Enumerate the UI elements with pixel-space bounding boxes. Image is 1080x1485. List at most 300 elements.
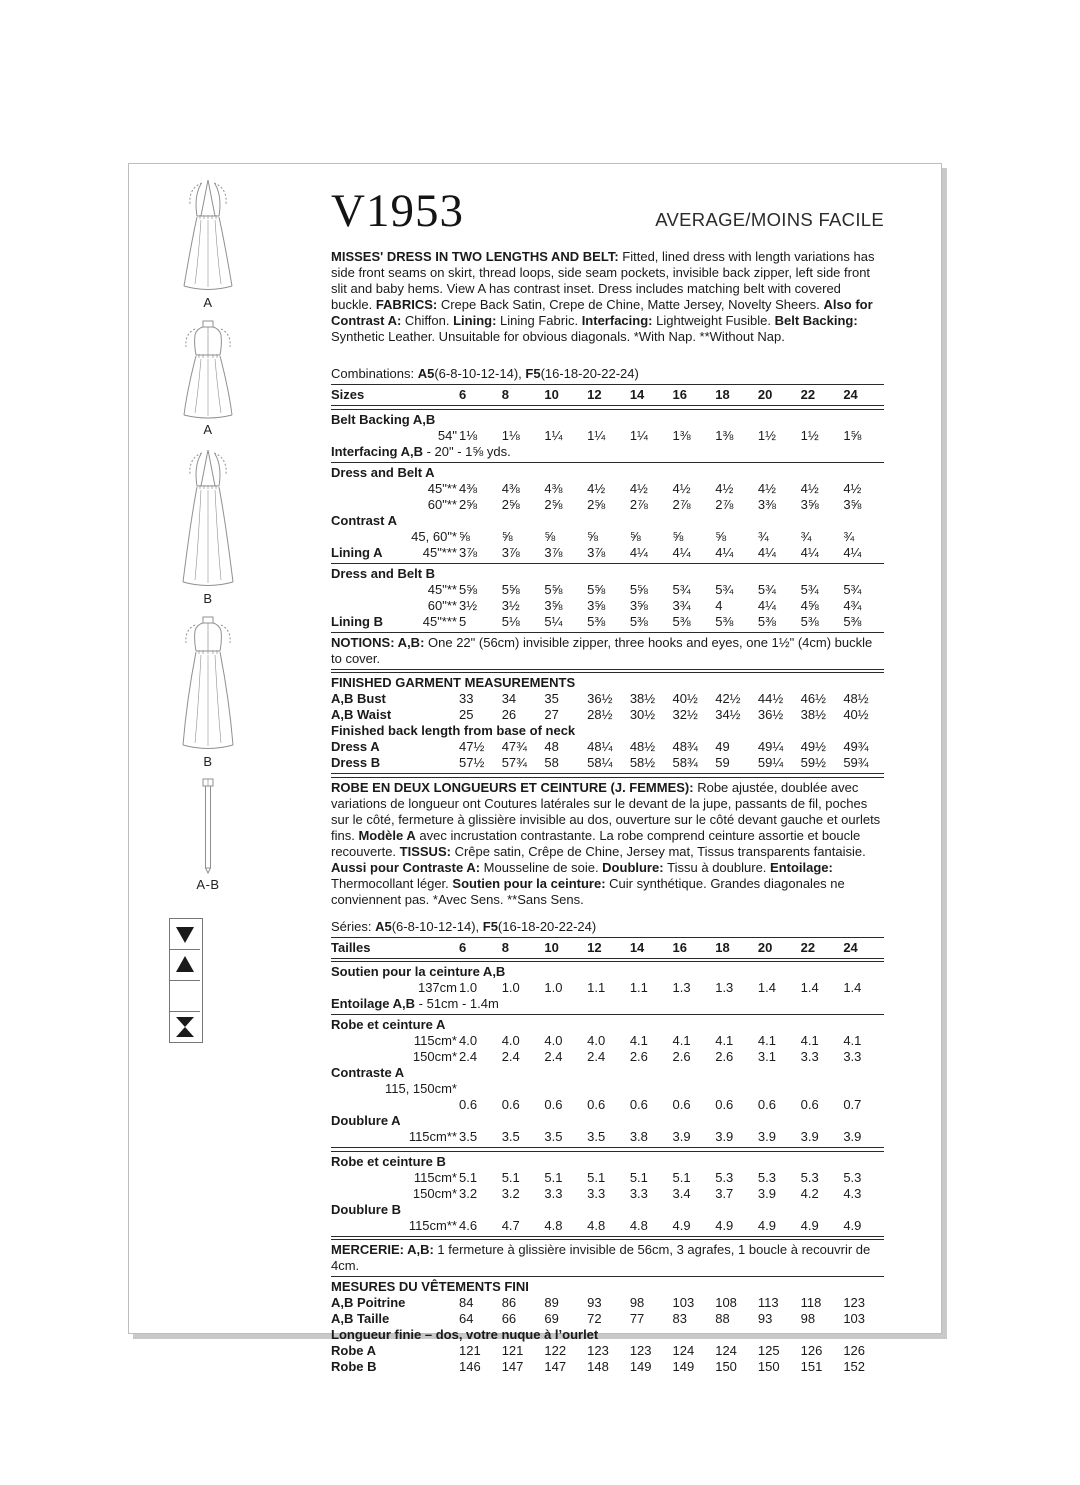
rule: [331, 669, 884, 674]
view-a-front-figure: [153, 174, 263, 310]
cell-value: 14: [629, 939, 645, 955]
cell-value: 103: [672, 1295, 695, 1310]
cell-value: 4¼: [715, 544, 734, 560]
cell-value: 4½: [715, 480, 734, 496]
bold-text: FABRICS:: [375, 297, 441, 312]
row-label: Dress B: [331, 755, 381, 770]
cell-value: 0.6: [672, 1097, 691, 1112]
main-column: [331, 185, 884, 1375]
row-label: Lining A 45"***: [331, 544, 457, 560]
cell-value: 4½: [757, 480, 776, 496]
cell-value: 33: [459, 691, 474, 706]
cell-value: 3.3: [587, 1185, 606, 1201]
text: - 51cm - 1.4m: [415, 996, 499, 1011]
text: Mousseline de soie.: [483, 859, 603, 875]
cell-value: 98: [800, 1311, 816, 1326]
row-label: 150cm*: [412, 1049, 457, 1064]
cell-value: 49: [715, 739, 730, 754]
figure-label: A: [203, 295, 213, 310]
cell-value: 5¾: [672, 581, 691, 597]
bold-text: MISSES' DRESS IN TWO LENGTHS AND BELT:: [331, 249, 623, 264]
cell-value: 16: [672, 387, 687, 402]
cell-value: 4½: [629, 480, 648, 496]
cell-value: 4⅜: [459, 480, 478, 496]
difficulty-label: AVERAGE/MOINS FACILE: [655, 209, 884, 230]
cell-value: 12: [587, 939, 602, 955]
cell-value: 4.9: [800, 1217, 819, 1233]
cell-value: 2.4: [544, 1049, 563, 1064]
cell-value: 113: [757, 1295, 779, 1310]
row-cells: [457, 1218, 884, 1234]
vrow: [331, 582, 884, 598]
bold-text: Doublure:: [602, 859, 668, 875]
cell-value: 59¼: [757, 755, 784, 770]
cell-value: 5⅜: [757, 613, 776, 629]
cell-value: 84: [459, 1295, 474, 1310]
sizes-header: [331, 387, 884, 403]
rule: [331, 1014, 884, 1015]
cell-value: 3⅝: [800, 496, 819, 512]
cell-value: 4⅝: [800, 597, 819, 613]
row-cells: [457, 529, 884, 545]
cell-value: 1½: [757, 427, 776, 443]
row-label: Robe B: [331, 1359, 377, 1374]
cell-value: 103: [843, 1311, 866, 1326]
cell-value: 25: [459, 707, 474, 722]
row-cells: [457, 1097, 884, 1113]
cell-value: 8: [501, 939, 509, 955]
row-cells: [457, 1343, 884, 1359]
cell-value: 20: [757, 387, 773, 402]
bold-text: Modèle A: [358, 827, 416, 843]
cell-value: 36½: [587, 691, 613, 706]
cell-value: 2.4: [501, 1049, 520, 1064]
cell-value: 3.2: [501, 1185, 520, 1201]
vrow: [331, 428, 884, 444]
cell-value: 38½: [800, 707, 826, 722]
cell-value: 4.1: [672, 1033, 691, 1048]
cell-value: 44½: [757, 691, 784, 706]
cell-value: 1⅝: [843, 427, 862, 443]
row-cells: [457, 980, 884, 996]
row-cells: [457, 707, 884, 723]
cell-value: 6: [459, 939, 467, 955]
cell-value: 2⅞: [715, 496, 734, 512]
cell-value: 48½: [629, 739, 656, 754]
bold-text: Entoilage A,B: [331, 996, 416, 1011]
cell-value: 3.5: [587, 1129, 606, 1144]
text: Fitted, lined dress with length variations has side front seams on skirt, thread loops, side seam pockets, invisible back zipper, left side front slit and baby hems. View A has contrast inset. Dress includes matching belt with covered buckle.: [331, 249, 875, 312]
cell-value: 16: [672, 939, 687, 955]
cell-value: 4.1: [715, 1033, 734, 1048]
dress-front-long-icon: [175, 444, 241, 590]
text: 1 fermeture à glissière invisible de 56cm, 3 agrafes, 1 boucle à recouvrir de 4cm.: [331, 1242, 871, 1273]
cell-value: 0.6: [757, 1097, 776, 1112]
vrow: [331, 598, 884, 614]
vrow: [331, 1097, 884, 1113]
description-fr: [331, 780, 884, 908]
row-label: A,B Poitrine: [331, 1295, 406, 1310]
cell-value: 77: [629, 1311, 645, 1326]
vrow: [331, 739, 884, 755]
cell-value: 3.5: [544, 1129, 563, 1144]
row-label: 115cm*: [413, 1169, 457, 1185]
cell-value: 22: [800, 939, 816, 955]
row-cells: [457, 387, 884, 403]
contraste-a-section: Contraste A: [331, 1065, 405, 1080]
bold-text: F5: [482, 918, 498, 934]
contrast-a-section: Contrast A: [331, 512, 397, 528]
cell-value: 4.9: [843, 1217, 862, 1233]
row-label: A,B Taille: [331, 1311, 390, 1326]
cell-value: 5.3: [715, 1169, 734, 1185]
dress-back-long-icon: [175, 613, 241, 753]
row-cells: [457, 598, 884, 614]
masthead: [331, 185, 884, 237]
text: Combinations:: [331, 366, 418, 381]
cell-value: 89: [544, 1295, 559, 1310]
bold-text: TISSUS:: [399, 843, 455, 859]
cell-value: 126: [800, 1343, 823, 1358]
bold-text: Soutien pour la ceinture:: [452, 875, 610, 891]
cell-value: 3⅞: [587, 544, 606, 560]
cell-value: 83: [672, 1311, 687, 1326]
cell-value: 4½: [800, 480, 819, 496]
cell-value: 124: [672, 1343, 695, 1358]
cell-value: 3.9: [672, 1129, 691, 1144]
rule: [331, 462, 884, 463]
text: Tissu à doublure.: [667, 859, 771, 875]
cell-value: 3.2: [459, 1185, 478, 1201]
cell-value: 1⅜: [672, 427, 691, 443]
rule: [331, 384, 884, 385]
nap-triangle-down-icon: [170, 919, 200, 950]
cell-value: 22: [800, 387, 816, 402]
cell-value: 4.0: [501, 1033, 520, 1048]
combinations-line: [331, 366, 884, 382]
cell-value: 3.3: [843, 1049, 862, 1064]
blank-symbol-box: [170, 981, 200, 1012]
cell-value: 3⅝: [544, 597, 563, 613]
vrow: [331, 1049, 884, 1065]
cell-value: 46½: [800, 691, 826, 706]
cell-value: ⅝: [587, 528, 598, 544]
cell-value: 4.0: [459, 1033, 478, 1048]
vrow: [331, 691, 884, 707]
vrow: [331, 1170, 884, 1186]
cell-value: 48¾: [672, 739, 698, 754]
cell-value: 1¼: [587, 427, 606, 443]
cell-value: ⅝: [501, 528, 513, 544]
text: Thermocollant léger.: [331, 875, 453, 891]
mesures-title: MESURES DU VÊTEMENTS FINI: [331, 1279, 529, 1294]
row-cells: [457, 1186, 884, 1202]
cell-value: 149: [672, 1359, 695, 1374]
text: Séries:: [331, 918, 376, 934]
row-cells: [457, 691, 884, 707]
cell-value: 36½: [757, 707, 784, 722]
row-cells: [457, 1129, 884, 1145]
cell-value: 3.9: [757, 1185, 776, 1201]
cell-value: 98: [629, 1295, 645, 1310]
cell-value: ⅝: [629, 528, 641, 544]
vrow: [331, 545, 884, 561]
row-cells: [457, 614, 884, 630]
cell-value: 121: [459, 1343, 481, 1358]
cell-value: 0.7: [843, 1097, 862, 1112]
finished-back-length-label: Finished back length from base of neck: [331, 723, 576, 738]
row-label: Sizes: [331, 387, 365, 402]
cell-value: 5⅜: [715, 613, 734, 629]
cell-value: 4¼: [757, 597, 776, 613]
bold-text: MERCERIE: A,B:: [331, 1242, 438, 1257]
cell-value: ¾: [800, 528, 812, 544]
row-label: A,B Waist: [331, 707, 392, 722]
cell-value: 2⅝: [544, 496, 563, 512]
view-a-back-figure: [153, 317, 263, 437]
text: - 20" - 1⅝ yds.: [422, 443, 511, 459]
cell-value: 72: [587, 1311, 602, 1326]
text: Cuir synthétique. Grandes diagonales ne conviennent pas. *Avec Sens. **Sans Sens.: [331, 875, 845, 907]
row-label: Tailles: [331, 939, 371, 955]
cell-value: 86: [501, 1295, 517, 1310]
cell-value: 148: [587, 1359, 609, 1374]
series-line: [331, 919, 884, 935]
cell-value: 5.1: [587, 1169, 606, 1185]
cell-value: 3⅞: [501, 544, 520, 560]
text: (6-8-10-12-14),: [391, 918, 483, 934]
rule: [331, 632, 884, 633]
rule: [331, 1276, 884, 1277]
cell-value: 4.8: [544, 1217, 563, 1233]
tailles-header: [331, 940, 884, 956]
cell-value: 66: [501, 1311, 517, 1326]
cell-value: 5⅛: [501, 613, 520, 629]
cell-value: 4.9: [672, 1217, 691, 1233]
cell-value: 5.3: [843, 1169, 862, 1185]
text: (16-18-20-22-24): [540, 366, 639, 381]
row-label: 45"**: [427, 581, 457, 597]
cell-value: 147: [544, 1359, 567, 1374]
cell-value: 5¾: [800, 581, 819, 597]
cell-value: 4¼: [843, 544, 862, 560]
cell-value: ¾: [757, 528, 769, 544]
cell-value: ¾: [843, 528, 855, 544]
cell-value: 150: [757, 1359, 780, 1374]
cell-value: 4½: [843, 480, 862, 496]
cell-value: 10: [544, 939, 559, 955]
cell-value: 1.0: [544, 980, 563, 995]
row-cells: [457, 1033, 884, 1049]
cell-value: 121: [501, 1343, 524, 1358]
cell-value: 18: [715, 939, 730, 955]
cell-value: 1.4: [843, 980, 862, 995]
rule: [331, 563, 884, 564]
cell-value: 4.1: [629, 1033, 648, 1048]
cell-value: 123: [843, 1295, 866, 1310]
text: Lightweight Fusible.: [656, 313, 775, 328]
cell-value: 3.9: [843, 1129, 862, 1144]
cell-value: 1.1: [587, 980, 606, 995]
cell-value: 0.6: [544, 1097, 563, 1112]
row-cells: [457, 481, 884, 497]
cell-value: 58¾: [672, 755, 698, 770]
cell-value: 5¼: [544, 613, 563, 629]
rule: [331, 773, 884, 778]
cell-value: 123: [629, 1343, 652, 1358]
bold-text: Belt Backing:: [774, 313, 858, 328]
cell-value: ⅝: [459, 528, 470, 544]
bold-text: A5: [417, 366, 435, 381]
cell-value: 126: [843, 1343, 866, 1358]
cell-value: 3⅜: [757, 496, 776, 512]
cell-value: 3.5: [459, 1129, 478, 1144]
cell-value: 5⅜: [587, 613, 606, 629]
cell-value: 40½: [672, 691, 698, 706]
bold-text: Interfacing:: [581, 313, 657, 328]
cell-value: 4: [715, 597, 723, 613]
text: (16-18-20-22-24): [497, 918, 597, 934]
vrow: [331, 481, 884, 497]
cell-value: 4.8: [629, 1217, 648, 1233]
cell-value: 1.3: [715, 980, 734, 995]
cell-value: 42½: [715, 691, 741, 706]
row-label: 60"**: [427, 597, 457, 613]
row-label: 45"**: [427, 480, 457, 496]
row-label: 137cm: [417, 980, 457, 995]
text: (6-8-10-12-14),: [434, 366, 526, 381]
cell-value: 4⅜: [544, 480, 563, 496]
cell-value: 5⅜: [843, 613, 862, 629]
cell-value: 35: [544, 691, 559, 706]
row-label: 115cm**: [408, 1129, 457, 1144]
cell-value: 0.6: [800, 1097, 819, 1112]
cell-value: 5.1: [459, 1169, 478, 1185]
robe-ceinture-a-section: Robe et ceinture A: [331, 1017, 446, 1032]
cell-value: 5: [459, 613, 467, 629]
row-cells: [457, 428, 884, 444]
vrow: [331, 1033, 884, 1049]
cell-value: 4½: [587, 480, 606, 496]
cell-value: 27: [544, 707, 559, 722]
cell-value: 93: [757, 1311, 773, 1326]
row-label: 115cm**: [408, 1217, 457, 1233]
cell-value: 10: [544, 387, 559, 402]
cell-value: 3⅞: [544, 544, 563, 560]
cell-value: 124: [715, 1343, 737, 1358]
vrow: [331, 1295, 884, 1311]
cell-value: 0.6: [715, 1097, 734, 1112]
cell-value: 49½: [800, 739, 826, 754]
entoilage-row: [331, 996, 884, 1012]
belt-figure: [153, 776, 263, 892]
cell-value: 123: [587, 1343, 609, 1358]
soutien-section: Soutien pour la ceinture A,B: [331, 964, 506, 979]
cell-value: 49¾: [843, 739, 869, 754]
cell-value: 5.3: [800, 1169, 819, 1185]
cell-value: 3.5: [501, 1129, 520, 1144]
row-label: 115, 150cm*: [384, 1081, 457, 1096]
vrow: [331, 529, 884, 545]
cell-value: 18: [715, 387, 730, 402]
cell-value: 3⅝: [843, 496, 862, 512]
cell-value: 58¼: [587, 755, 613, 770]
row-label: Dress A: [331, 739, 380, 754]
nap-triangle-up-icon: [170, 950, 200, 981]
description-en: [331, 249, 884, 345]
text: One 22" (56cm) invisible zipper, three hooks and eyes, one 1½" (4cm) buckle to cover.: [331, 634, 873, 666]
rule: [331, 1236, 884, 1241]
cell-value: 125: [757, 1343, 780, 1358]
cell-value: 3.8: [629, 1129, 648, 1144]
cell-value: 4¾: [843, 597, 862, 613]
cell-value: 3⅝: [587, 597, 606, 613]
cell-value: 48¼: [587, 739, 613, 754]
cell-value: 4¼: [629, 544, 648, 560]
cell-value: 5⅜: [800, 613, 819, 629]
cell-value: 3½: [501, 597, 520, 613]
bold-text: Interfacing A,B: [331, 443, 423, 459]
row-label: A,B Bust: [331, 691, 386, 706]
cell-value: 26: [501, 707, 517, 722]
cell-value: 1⅛: [501, 427, 520, 443]
cell-value: 4.8: [587, 1217, 606, 1233]
cell-value: 24: [843, 939, 858, 955]
cell-value: 1.4: [757, 980, 776, 995]
gap: [331, 356, 884, 366]
cell-value: 58½: [629, 755, 656, 770]
cell-value: 0.6: [501, 1097, 520, 1112]
cell-value: 57¾: [501, 755, 528, 770]
cell-value: 3.4: [672, 1185, 691, 1201]
cell-value: 4.2: [800, 1185, 819, 1201]
row-label: 60"**: [427, 496, 457, 512]
text: avec incrustation contrastante. La robe comprend ceinture assortie et boucle recouverte.: [331, 827, 861, 859]
cell-value: ⅝: [672, 528, 684, 544]
cell-value: 1.1: [629, 980, 648, 995]
cell-value: 2⅝: [459, 496, 478, 512]
cell-value: 2.6: [629, 1049, 648, 1064]
vrow: [331, 707, 884, 723]
cell-value: 5.1: [672, 1169, 691, 1185]
cell-value: 2⅝: [587, 496, 606, 512]
cell-value: 59¾: [843, 755, 869, 770]
cell-value: 4½: [672, 480, 691, 496]
cell-value: 1½: [800, 427, 819, 443]
cell-value: 4.1: [757, 1033, 776, 1048]
cell-value: 3½: [459, 597, 478, 613]
cell-value: 88: [715, 1311, 730, 1326]
cell-value: 38½: [629, 691, 656, 706]
cell-value: 4.0: [587, 1033, 606, 1048]
cell-value: 34½: [715, 707, 741, 722]
cell-value: 3⅝: [629, 597, 648, 613]
cell-value: 12: [587, 387, 602, 402]
cell-value: 47¾: [501, 739, 528, 754]
cell-value: 4⅜: [501, 480, 520, 496]
cell-value: 5⅝: [501, 581, 520, 597]
text: Robe ajustée, doublée avec variations de longueur ont Coutures latérales sur le devant de la jupe, passants de fil, poches sur le côté, fermeture à glissière invisible au dos, ouverture sur le côté devant gauche et ourlets fins.: [331, 779, 881, 843]
cell-value: 4.3: [843, 1185, 862, 1201]
figure-label: B: [203, 754, 213, 769]
vrow: [331, 1311, 884, 1327]
cell-value: 58: [544, 755, 559, 770]
cell-value: 3.1: [757, 1049, 776, 1064]
rule: [331, 405, 884, 410]
row-cells: [457, 1359, 884, 1375]
cell-value: 5¾: [757, 581, 776, 597]
cell-value: 40½: [843, 707, 869, 722]
